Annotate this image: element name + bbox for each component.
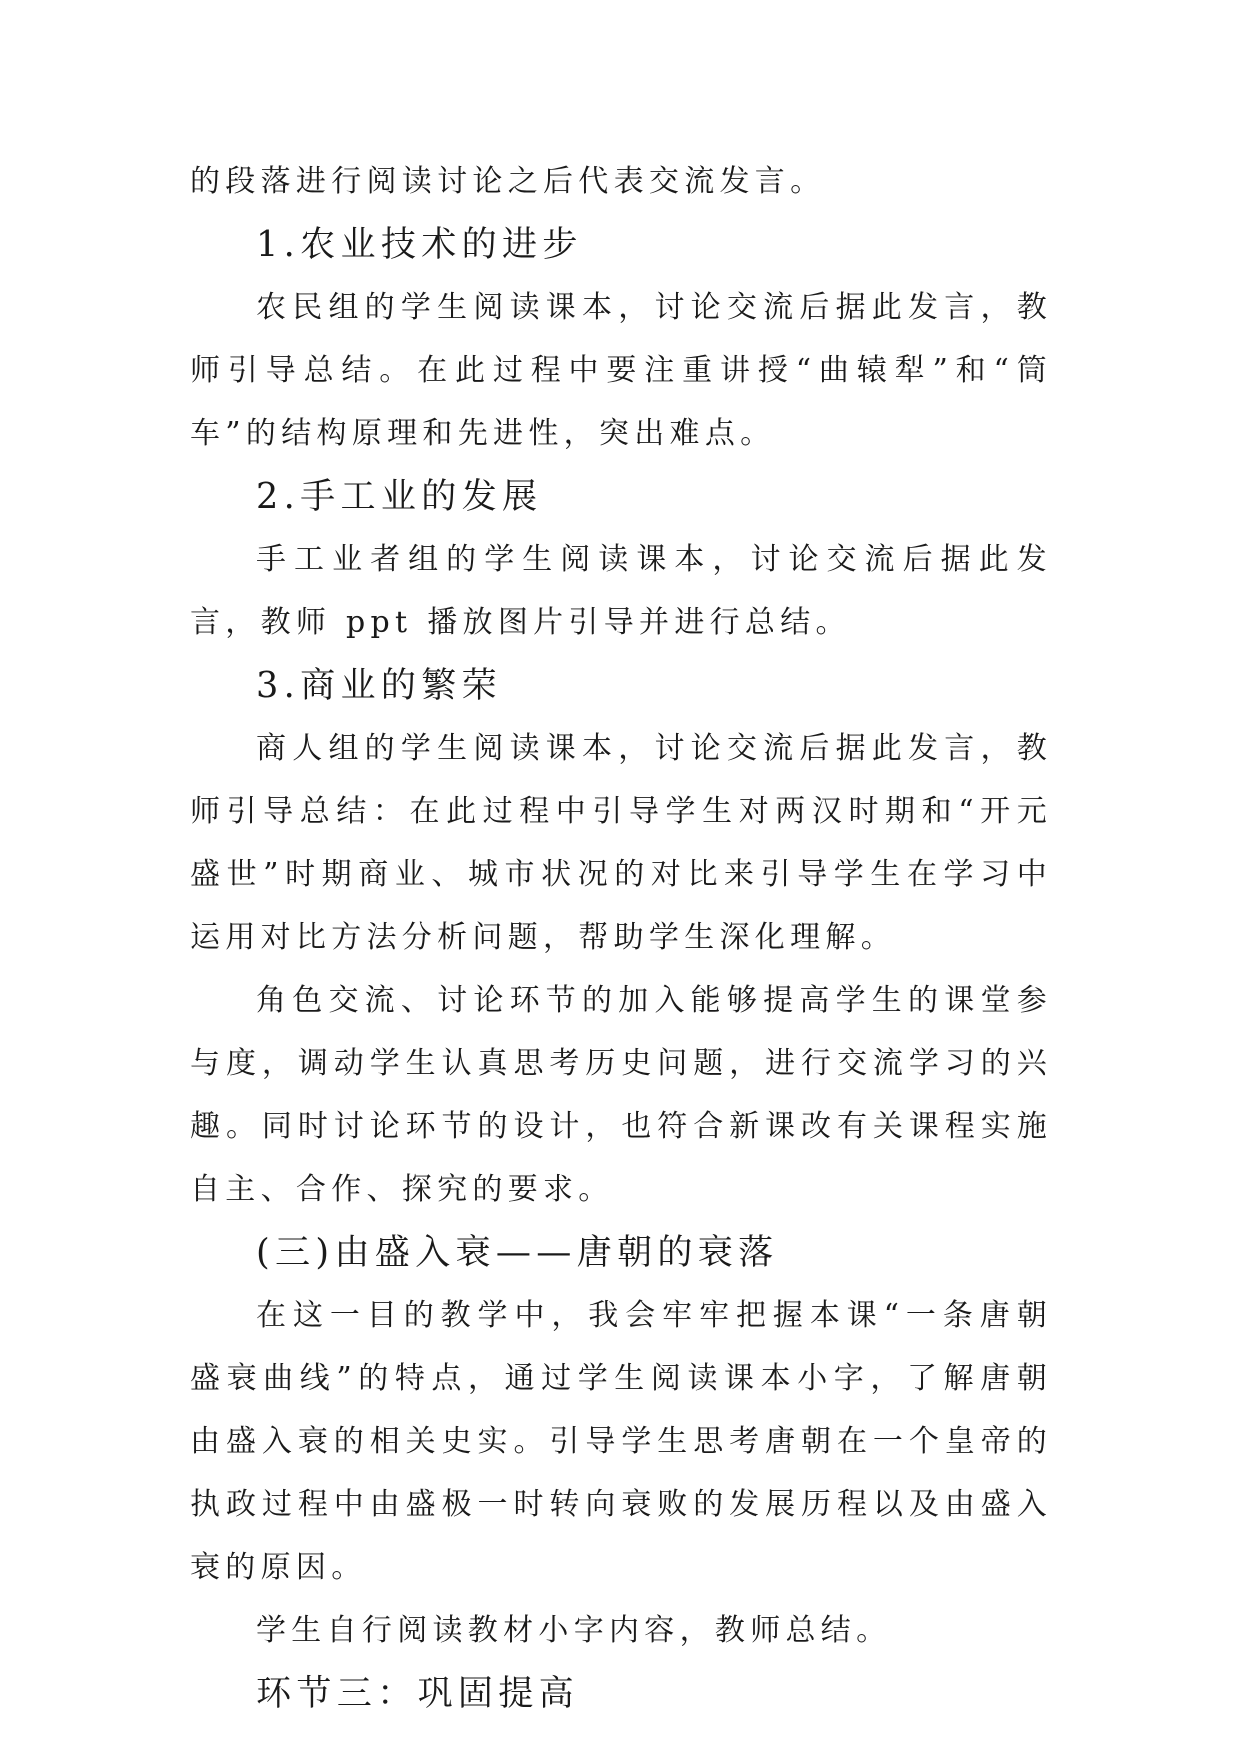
paragraph-handicraft: 手工业者组的学生阅读课本，讨论交流后据此发言，教师 ppt 播放图片引导并进行总结。 bbox=[190, 542, 1052, 640]
paragraph-commerce: 商人组的学生阅读课本，讨论交流后据此发言，教师引导总结：在此过程中引导学生对两汉时期和“开元盛世”时期商业、城市状况的对比来引导学生在学习中运用对比方法分析问题，帮助学生深化理解。 bbox=[190, 731, 1052, 955]
paragraph-agriculture: 农民组的学生阅读课本，讨论交流后据此发言，教师引导总结。在此过程中要注重讲授“曲辕犁”和“筒车”的结构原理和先进性，突出难点。 bbox=[190, 290, 1052, 451]
paragraph-self-reading: 学生自行阅读教材小字内容，教师总结。 bbox=[256, 1613, 892, 1648]
document-page bbox=[190, 150, 1052, 1725]
paragraph-discussion: 角色交流、讨论环节的加入能够提高学生的课堂参与度，调动学生认真思考历史问题，进行交流学习的兴趣。同时讨论环节的设计，也符合新课改有关课程实施自主、合作、探究的要求。 bbox=[190, 983, 1052, 1207]
paragraph-decline: 在这一目的教学中，我会牢牢把握本课“一条唐朝盛衰曲线”的特点，通过学生阅读课本小字，了解唐朝由盛入衰的相关史实。引导学生思考唐朝在一个皇帝的执政过程中由盛极一时转向衰败的发展历程以及由盛入衰的原因。 bbox=[190, 1298, 1052, 1585]
heading-decline: (三)由盛入衰——唐朝的衰落 bbox=[256, 1232, 779, 1273]
heading-commerce: 3.商业的繁荣 bbox=[256, 665, 502, 706]
heading-agriculture: 1.农业技术的进步 bbox=[256, 224, 583, 265]
heading-handicraft: 2.手工业的发展 bbox=[256, 476, 543, 517]
paragraph-continuation: 的段落进行阅读讨论之后代表交流发言。 bbox=[190, 164, 826, 199]
heading-stage-three: 环节三：巩固提高 bbox=[256, 1673, 580, 1714]
